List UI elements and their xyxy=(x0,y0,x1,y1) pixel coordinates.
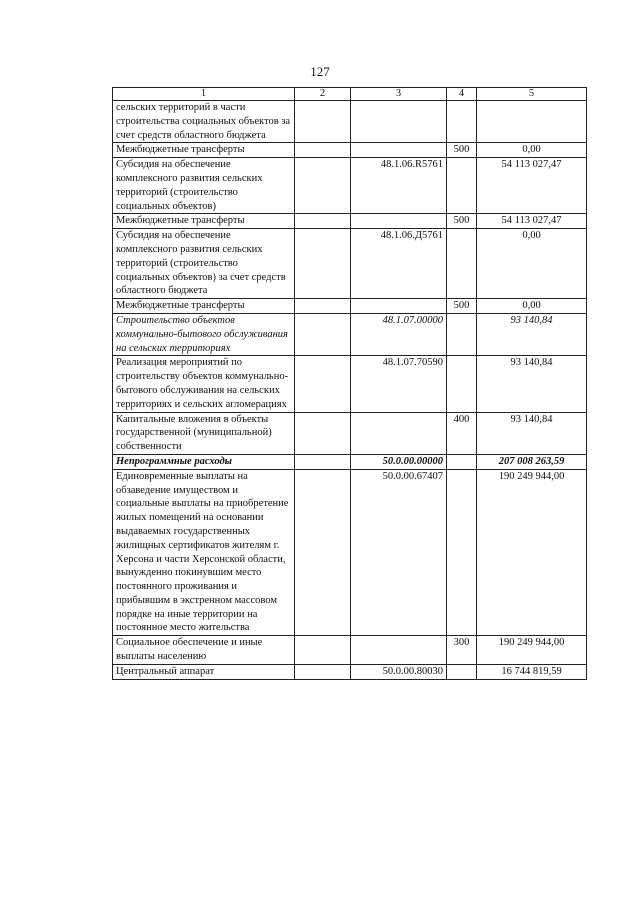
row-col2 xyxy=(295,313,351,355)
row-group: 500 xyxy=(447,143,477,158)
row-col2 xyxy=(295,143,351,158)
row-amount: 190 249 944,00 xyxy=(477,636,587,665)
row-name: Межбюджетные трансферты xyxy=(113,299,295,314)
row-name: Реализация мероприятий по строительству объектов коммунально-бытового обслуживания на сельских территориях и сельских агломерациях xyxy=(113,356,295,412)
row-group xyxy=(447,664,477,679)
table-row xyxy=(113,214,587,229)
row-group: 300 xyxy=(447,636,477,665)
row-name: Единовременные выплаты на обзаведение имуществом и социальные выплаты на приобретение жилых помещений на основании выдаваемых государственных жилищных сертификатов жителям г. Херсона и части Херсонской области, вынужденно покинувшим место постоянного проживания и прибывшим в экстренном массовом порядке на иные территории на постоянное место жительства xyxy=(113,469,295,636)
row-code: 48.1.06.Д5761 xyxy=(351,229,447,299)
table-row xyxy=(113,143,587,158)
row-col2 xyxy=(295,299,351,314)
row-code xyxy=(351,299,447,314)
row-amount: 190 249 944,00 xyxy=(477,469,587,636)
page-number: 127 xyxy=(310,64,330,79)
row-code xyxy=(351,636,447,665)
row-code: 48.1.07.70590 xyxy=(351,356,447,412)
row-code xyxy=(351,101,447,143)
header-col-3: 3 xyxy=(351,88,447,101)
row-amount: 54 113 027,47 xyxy=(477,158,587,214)
row-code xyxy=(351,143,447,158)
row-code: 50.0.00.00000 xyxy=(351,454,447,469)
table-row xyxy=(113,454,587,469)
row-group xyxy=(447,454,477,469)
row-name: Непрограммные расходы xyxy=(113,454,295,469)
table-row xyxy=(113,469,587,636)
row-group: 500 xyxy=(447,299,477,314)
row-name: Межбюджетные трансферты xyxy=(113,214,295,229)
row-amount: 0,00 xyxy=(477,143,587,158)
table-row xyxy=(113,356,587,412)
row-col2 xyxy=(295,454,351,469)
table-row xyxy=(113,158,587,214)
row-group xyxy=(447,356,477,412)
row-col2 xyxy=(295,214,351,229)
row-col2 xyxy=(295,101,351,143)
row-name: Капитальные вложения в объекты государственной (муниципальной) собственности xyxy=(113,412,295,454)
row-code xyxy=(351,412,447,454)
table-row xyxy=(113,101,587,143)
row-group: 500 xyxy=(447,214,477,229)
row-amount: 0,00 xyxy=(477,299,587,314)
row-name: Межбюджетные трансферты xyxy=(113,143,295,158)
row-amount: 207 008 263,59 xyxy=(477,454,587,469)
row-name: Строительство объектов коммунально-бытового обслуживания на сельских территориях xyxy=(113,313,295,355)
row-amount: 93 140,84 xyxy=(477,356,587,412)
row-group xyxy=(447,469,477,636)
row-code: 50.0.00.67407 xyxy=(351,469,447,636)
row-group xyxy=(447,229,477,299)
row-name: Центральный аппарат xyxy=(113,664,295,679)
row-amount: 93 140,84 xyxy=(477,313,587,355)
row-code: 48.1.07.00000 xyxy=(351,313,447,355)
header-col-2: 2 xyxy=(295,88,351,101)
row-name: Субсидия на обеспечение комплексного развития сельских территорий (строительство социальных объектов) xyxy=(113,158,295,214)
row-code xyxy=(351,214,447,229)
row-col2 xyxy=(295,664,351,679)
row-amount: 54 113 027,47 xyxy=(477,214,587,229)
row-col2 xyxy=(295,412,351,454)
table-row xyxy=(113,636,587,665)
table-row xyxy=(113,412,587,454)
table-body xyxy=(113,101,587,680)
row-col2 xyxy=(295,229,351,299)
row-col2 xyxy=(295,356,351,412)
row-amount xyxy=(477,101,587,143)
row-amount: 93 140,84 xyxy=(477,412,587,454)
row-amount: 0,00 xyxy=(477,229,587,299)
table-row xyxy=(113,229,587,299)
row-name: Социальное обеспечение и иные выплаты населению xyxy=(113,636,295,665)
row-col2 xyxy=(295,469,351,636)
row-code: 50.0.00.80030 xyxy=(351,664,447,679)
row-group xyxy=(447,313,477,355)
row-group: 400 xyxy=(447,412,477,454)
row-col2 xyxy=(295,158,351,214)
row-name: сельских территорий в части строительства социальных объектов за счет средств областного бюджета xyxy=(113,101,295,143)
header-col-5: 5 xyxy=(477,88,587,101)
row-col2 xyxy=(295,636,351,665)
row-group xyxy=(447,158,477,214)
table-row xyxy=(113,313,587,355)
table-header-row xyxy=(113,88,587,101)
header-col-1: 1 xyxy=(113,88,295,101)
row-group xyxy=(447,101,477,143)
budget-table xyxy=(112,87,587,680)
row-code: 48.1.06.R5761 xyxy=(351,158,447,214)
table-row xyxy=(113,299,587,314)
table-row xyxy=(113,664,587,679)
row-name: Субсидия на обеспечение комплексного развития сельских территорий (строительство социальных объектов) за счет средств областного бюджета xyxy=(113,229,295,299)
row-amount: 16 744 819,59 xyxy=(477,664,587,679)
header-col-4: 4 xyxy=(447,88,477,101)
